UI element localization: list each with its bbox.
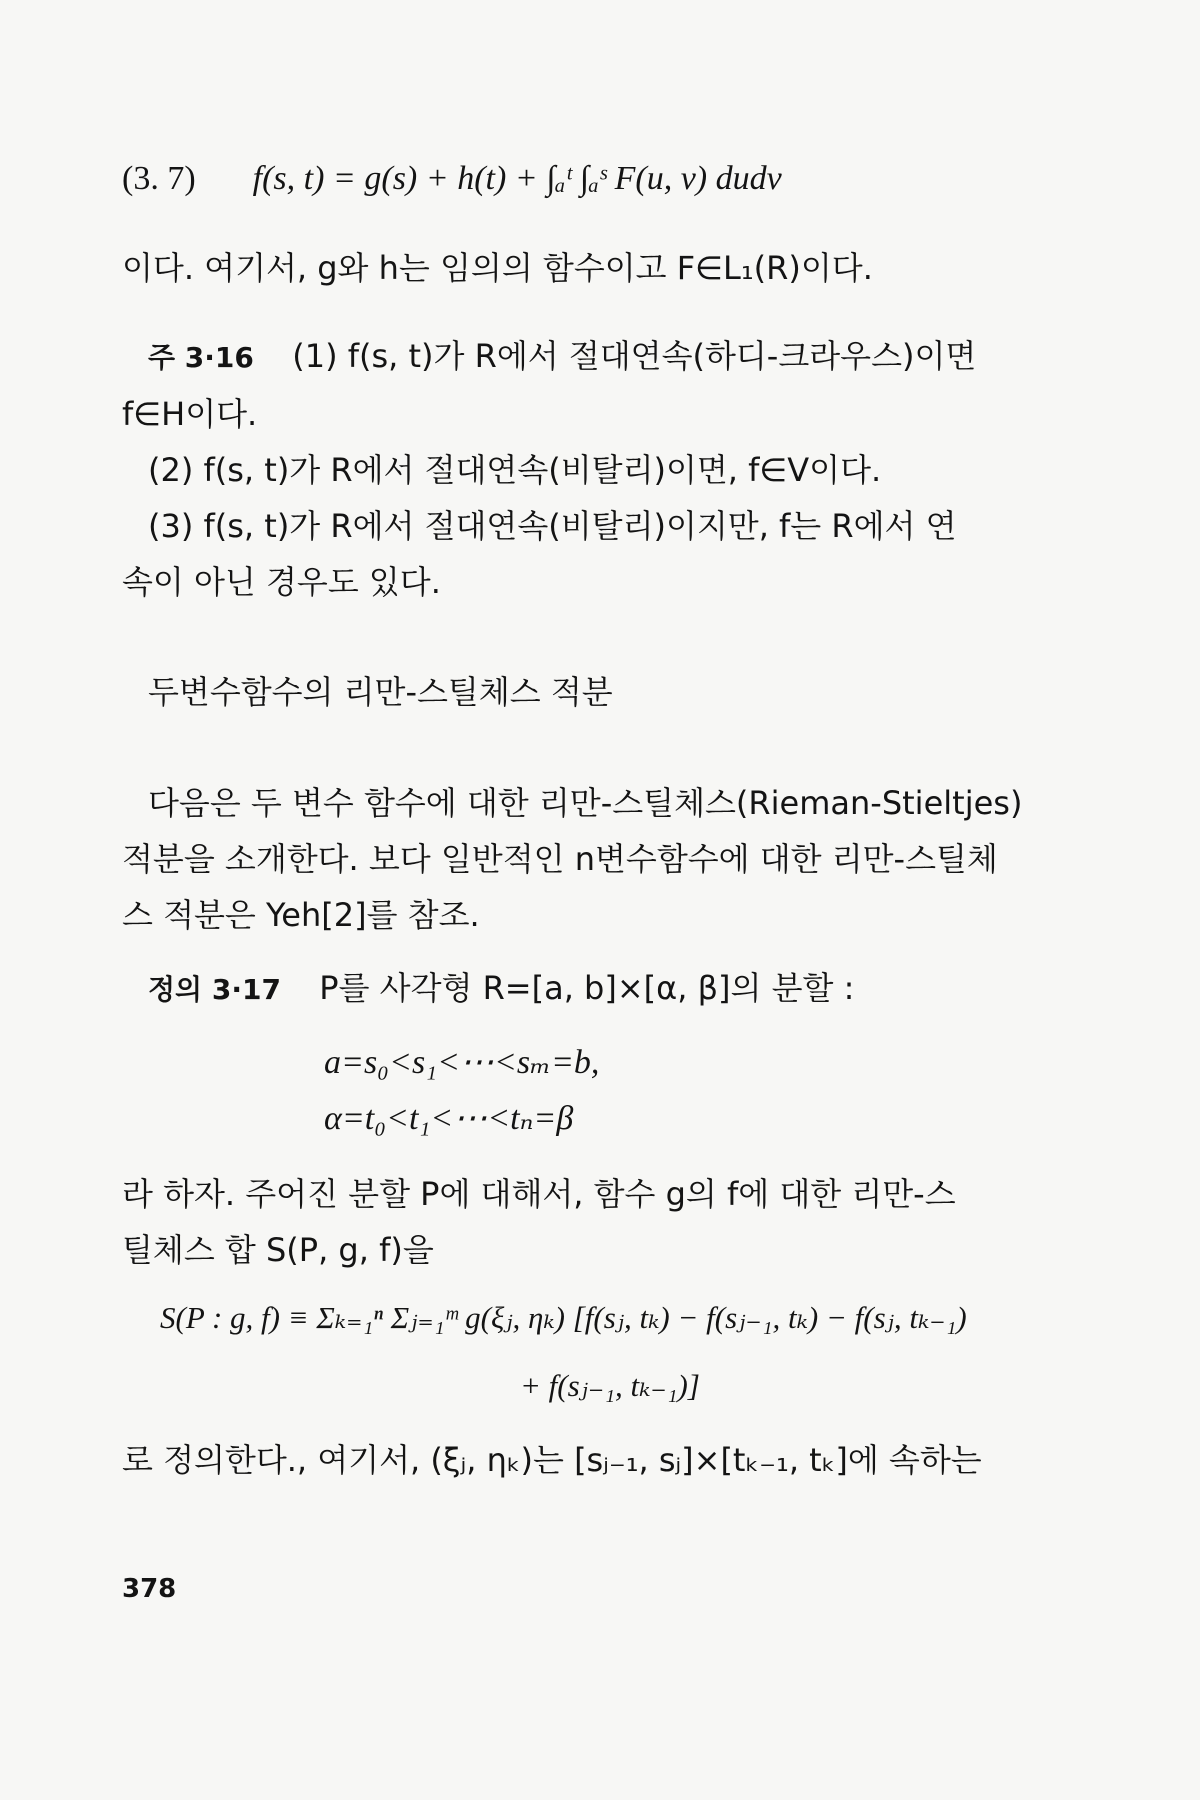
intro-line-3: 스 적분은 Yeh[2]를 참조. bbox=[122, 896, 480, 934]
remark-line-5: 속이 아닌 경우도 있다. bbox=[122, 563, 441, 601]
partition-s: a=s₀<s₁<⋯<sₘ=b, bbox=[324, 1044, 600, 1081]
remark-text-1: (1) f(s, t)가 R에서 절대연속(하디-크라우스)이면 bbox=[292, 337, 977, 375]
definition-line-a: 라 하자. 주어진 분할 P에 대해서, 함수 g의 f에 대한 리만-스 bbox=[122, 1175, 956, 1213]
intro-paragraph bbox=[122, 775, 1023, 943]
paragraph-after-equation: 이다. 여기서, g와 h는 임의의 함수이고 F∈L₁(R)이다. bbox=[122, 249, 873, 287]
partition-t: α=t₀<t₁<⋯<tₙ=β bbox=[324, 1100, 574, 1137]
intro-line-2: 적분을 소개한다. 보다 일반적인 n변수함수에 대한 리만-스틸체 bbox=[122, 840, 998, 878]
definition-statement: P를 사각형 R=[a, b]×[α, β]의 분할 : bbox=[319, 969, 855, 1007]
remark-line-1 bbox=[122, 328, 1017, 386]
riemann-stieltjes-sum-line-2: + f(sⱼ₋₁, tₖ₋₁)] bbox=[520, 1368, 700, 1403]
remark-line-2: f∈H이다. bbox=[122, 395, 258, 433]
equation-number: (3. 7) bbox=[122, 160, 196, 197]
remark-label: 주 3·16 bbox=[148, 341, 254, 374]
section-heading: 두변수함수의 리만-스틸체스 적분 bbox=[148, 673, 613, 711]
remark-line-3: (2) f(s, t)가 R에서 절대연속(비탈리)이면, f∈V이다. bbox=[148, 451, 882, 489]
equation-formula: f(s, t) = g(s) + h(t) + ∫ₐᵗ ∫ₐˢ F(u, v) dudv bbox=[252, 160, 782, 197]
definition-label: 정의 3·17 bbox=[148, 973, 281, 1006]
definition-line-b: 틸체스 합 S(P, g, f)을 bbox=[122, 1231, 434, 1269]
definition-line-1 bbox=[122, 960, 1017, 1018]
equation-3-7 bbox=[122, 160, 1017, 198]
definition-3-17 bbox=[122, 960, 1017, 1018]
intro-line-1: 다음은 두 변수 함수에 대한 리만-스틸체스(Rieman-Stieltjes) bbox=[148, 784, 1023, 822]
remark-line-4: (3) f(s, t)가 R에서 절대연속(비탈리)이지만, f는 R에서 연 bbox=[148, 507, 957, 545]
riemann-stieltjes-sum-line-1: S(P : g, f) ≡ Σₖ₌₁ⁿ Σⱼ₌₁ᵐ g(ξⱼ, ηₖ) [f(sⱼ, tₖ) − f(sⱼ₋₁, tₖ) − f(sⱼ, tₖ₋₁) bbox=[160, 1300, 967, 1335]
page-number: 378 bbox=[122, 1574, 177, 1604]
definition-body bbox=[122, 1166, 1017, 1278]
remark-3-16 bbox=[122, 328, 1017, 610]
definition-line-c: 로 정의한다., 여기서, (ξⱼ, ηₖ)는 [sⱼ₋₁, sⱼ]×[tₖ₋₁, tₖ]에 속하는 bbox=[122, 1441, 982, 1479]
